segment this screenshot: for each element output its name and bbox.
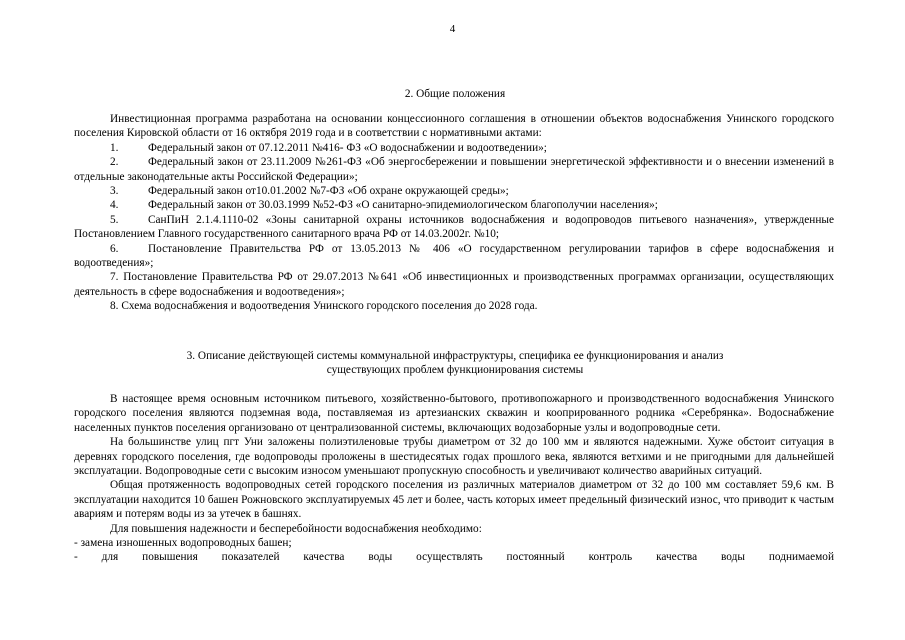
list-item-text: Постановление Правительства РФ от 29.07.2013 №641 «Об инвестиционных и производственных программах организации, осуществляющих деятельность в сфере водоснабжения и водоотведения»; — [74, 271, 834, 298]
section-3-title-line-1: 3. Описание действующей системы коммунальной инфраструктуры, специфика ее функционирования и анализ — [186, 350, 724, 362]
paragraph: Для повышения надежности и бесперебойности водоснабжения необходимо: — [110, 522, 482, 535]
section-3-title — [60, 349, 850, 378]
list-item-number: 6. — [110, 242, 119, 255]
list-item-number: 7. — [110, 271, 119, 284]
list-item-text: Федеральный закон от10.01.2002 №7-ФЗ «Об охране окружающей среды»; — [148, 185, 509, 198]
list-item — [74, 299, 834, 313]
list-item-number: 1. — [110, 141, 119, 154]
list-item-text: Федеральный закон от 30.03.1999 №52-ФЗ «О санитарно-эпидемиологическом благополучии населения»; — [148, 199, 658, 212]
list-item — [74, 141, 834, 155]
list-item — [74, 213, 834, 242]
list-item-text: Федеральный закон от 07.12.2011 №416- ФЗ «О водоснабжении и водоотведении»; — [148, 141, 547, 154]
list-item — [74, 270, 834, 299]
section-2-body — [74, 112, 834, 314]
list-item — [74, 242, 834, 271]
dash-item: - замена изношенных водопроводных башен; — [74, 537, 292, 550]
page-number: 4 — [449, 23, 456, 35]
section-3-body — [74, 392, 834, 565]
paragraph: В настоящее время основным источником питьевого, хозяйственно-бытового, противопожарного и производственного водоснабжения Унинского городского поселения являются подземная вода, поставляемая из артезианских скважин и коопрированного родника «Серебрянка». Водоснабжение населенных пунктов поселения организовано от централизованной системы, включающих водозаборные узлы и водопроводные сети. — [74, 393, 834, 434]
list-item-text: Схема водоснабжения и водоотведения Унинского городского поселения до 2028 года. — [121, 300, 538, 313]
list-item-text: СанПиН 2.1.4.1110-02 «Зоны санитарной охраны источников водоснабжения и водопроводов питьевого назначения», утвержденные Постановлением Главного государственного санитарного врача РФ от 14.03.2002г. №10; — [74, 213, 834, 241]
list-item-number: 5. — [110, 213, 119, 226]
list-item-number: 3. — [110, 185, 119, 198]
paragraph: Общая протяженность водопроводных сетей городского поселения из различных материалов диаметром от 32 до 100 мм составляет 59,6 км. В эксплуатации находится 10 башен Рожновского эксплуатируемых 45 лет и более, часть которых имеет предельный физический износ, что приводит к частым авариям и потерям воды из за утечек в башнях. — [74, 479, 834, 521]
list-item-number: 4. — [110, 199, 119, 212]
dash-item: - для повышения показателей качества воды осуществлять постоянный контроль качества воды поднимаемой — [74, 551, 834, 564]
paragraph: На большинстве улиц пгт Уни заложены полиэтиленовые трубы диаметром от 32 до 100 мм и являются надежными. Хуже обстоит ситуация в деревнях городского поселения, где водопроводы проложены в шестидесятых годах прошлого века, являются ветхими и не пригодными для дальнейшей эксплуатации. Водопроводные сети с высоким износом уменьшают пропускную способность и увеличивают количество аварийных ситуаций. — [74, 436, 834, 478]
section-3-title-line-2: существующих проблем функционирования системы — [326, 364, 584, 377]
list-item — [74, 184, 834, 198]
section-2-intro: Инвестиционная программа разработана на основании концессионного соглашения в отношении объектов водоснабжения Унинского городского поселения Кировской области от 16 октября 2019 года и в соответствии с нормативными актами: — [74, 113, 834, 140]
list-item — [74, 198, 834, 212]
list-item-number: 2. — [110, 156, 119, 169]
list-item-text: Постановление Правительства РФ от 13.05.2013 № 406 «О государственном регулировании тарифов в сфере водоснабжения и водоотведения»; — [74, 242, 834, 270]
list-item-text: Федеральный закон от 23.11.2009 №261-ФЗ «Об энергосбережении и повышении энергетической эффективности и о внесении изменений в отдельные законодательные акты Российской Федерации»; — [74, 156, 834, 183]
list-item — [74, 155, 834, 184]
section-2-title: 2. Общие положения — [404, 88, 506, 100]
list-item-number: 8. — [110, 300, 119, 313]
